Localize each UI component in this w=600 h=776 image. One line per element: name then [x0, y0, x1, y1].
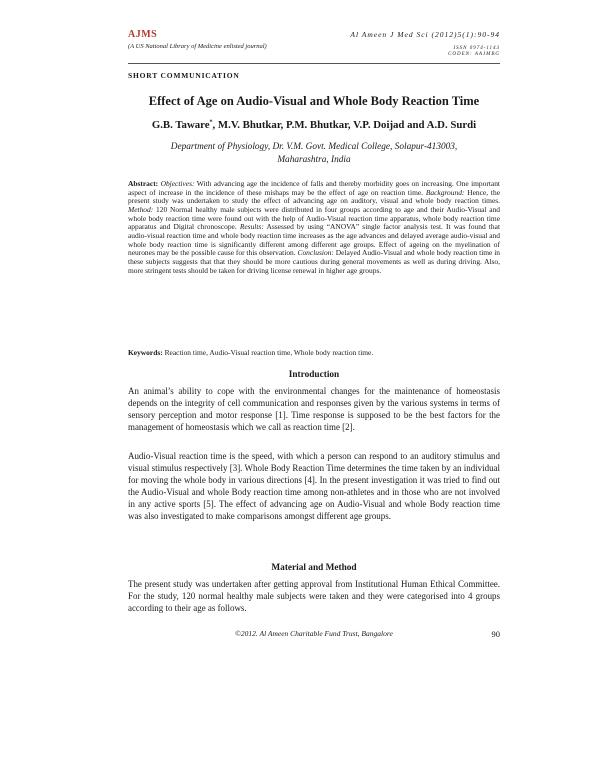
introduction-paragraph: An animal’s ability to cope with the environmental changes for the maintenance of homeostasis depends on the integrity of cell communication and responses given by the various systems in terms of sensory perception and motor response [1]. Time response is supposed to be the best factors for the management of homeostasis which we call as reaction time [2]. — [128, 386, 500, 432]
issn: ISSN 0974-1143 — [453, 46, 500, 51]
author-list — [128, 119, 500, 131]
keywords-label: Keywords: — [128, 348, 163, 357]
page-number: 90 — [491, 629, 500, 639]
conclusion-text: Delayed Audio-Visual and whole body reaction time in these subjects suggests that that they should be more cautious during general movements as well as during driving. Also, more stringent tests should be taken for driving license renewal in higher age groups. — [128, 248, 501, 275]
objectives-text: With advancing age the incidence of falls and thereby morbidity goes on increasing. One important aspect of increase in the incidence of these mishaps may be the effect of age on reaction time. — [128, 179, 500, 197]
affiliation-line2: Maharashtra, India — [277, 154, 351, 165]
objectives-label: Objectives: — [160, 179, 195, 188]
methods-paragraph: The present study was undertaken after getting approval from Institutional Human Ethical Committee. For the study, 120 normal healthy male subjects were taken and they were categorised into 4 groups according to their age as follows. — [128, 579, 500, 613]
conclusion-label: Conclusion: — [297, 248, 334, 258]
method-text: 120 Normal healthy male subjects were distributed in four groups according to age and their Audio-Visual and whole body reaction time were found out with the help of Audio-Visual reaction time apparatus, whole body reaction time apparatus and Digital chronoscope. — [128, 204, 501, 232]
methods-heading: Material and Method — [271, 563, 357, 573]
abstract — [128, 180, 500, 275]
citation-block — [350, 30, 500, 57]
journal-header — [128, 29, 267, 50]
journal-subtitle: (A US National Library of Medicine enlisted journal) — [128, 43, 267, 50]
results-label: Results: — [239, 222, 264, 232]
results-text: Assessed by using “ANOVA” single factor analysis test. It was found that audio-visual reaction time and whole body reaction time increases as the age advances and delayed average audio-visual and whole body reaction time is significantly different among different age groups. Effect of ageing on the myelination of neurones may be the possible cause for this observation. — [128, 222, 501, 258]
header-divider — [128, 63, 500, 64]
abstract-label: Abstract: — [128, 179, 159, 188]
keywords — [128, 349, 500, 358]
citation: Al Ameen J Med Sci (2012)5(1):90-94 — [350, 30, 500, 39]
co-authors: , M.V. Bhutkar, P.M. Bhutkar, V.P. Doijad and A.D. Surdi — [212, 119, 477, 131]
section-type: SHORT COMMUNICATION — [128, 71, 240, 80]
affiliation — [128, 141, 500, 166]
introduction-paragraph: Audio-Visual reaction time is the speed, with which a person can respond to an auditory stimulus and visual stimulus respectively [3]. Whole Body Reaction Time determines the time taken by an individual for moving the whole body in various directions [4]. In the present investigation it was tried to find out the Audio-Visual and whole Body reaction time among non-athletes and in those who are not involved in any active sports [5]. The effect of advancing age on Audio-Visual and whole Body reaction time was also investigated to make comparisons amongst different age groups. — [128, 451, 500, 521]
corresponding-author: G.B. Taware — [151, 119, 210, 131]
background-text: Hence, the present study was undertaken to study the effect of advancing age on auditory, visual and whole body reaction times. — [128, 187, 500, 206]
corresponding-mark: * — [209, 119, 213, 126]
coden: CODEN: AAJMBG — [448, 52, 500, 57]
journal-name: AJMS — [128, 29, 158, 40]
copyright-footer: ©2012. Al Ameen Charitable Fund Trust, Bangalore — [235, 629, 393, 638]
article-title: Effect of Age on Audio-Visual and Whole Body Reaction Time — [148, 94, 480, 108]
introduction-heading: Introduction — [288, 370, 340, 380]
method-label: Method: — [128, 204, 154, 214]
background-label: Background: — [425, 187, 465, 197]
affiliation-line1: Department of Physiology, Dr. V.M. Govt. Medical College, Solapur-413003, — [170, 142, 458, 152]
keywords-text: Reaction time, Audio-Visual reaction time, Whole body reaction time. — [164, 348, 374, 357]
